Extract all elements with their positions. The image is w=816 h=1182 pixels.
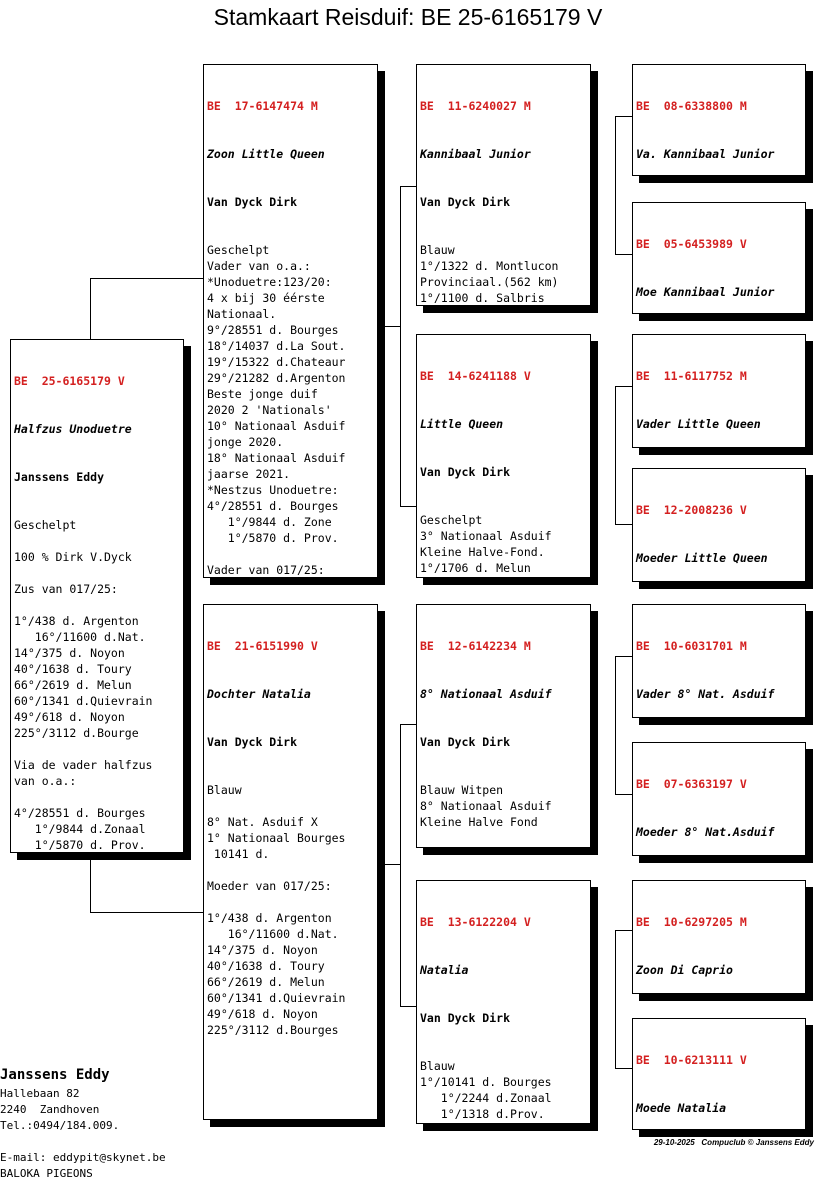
connector-line — [615, 930, 632, 931]
connector-line — [400, 1006, 416, 1007]
pigeon-info: Blauw Witpen 8° Nationaal Asduif Kleine Halve Fond — [420, 783, 552, 829]
owner-block — [0, 1035, 166, 1182]
pigeon-name: Natalia — [420, 963, 469, 977]
connector-line — [400, 724, 401, 1006]
pigeon-card-sire-sire — [416, 64, 591, 306]
pigeon-name: Little Queen — [420, 417, 504, 431]
pigeon-name: Vader 8° Nat. Asduif — [636, 687, 775, 701]
pigeon-info: Geschelpt 100 % Dirk V.Dyck Zus van 017/25: 1°/438 d. Argenton 16°/11600 d.Nat. 14°/375 d. Noyon 40°/1638 d. Toury 66°/2619 d. Melun 60°/1341 d.Quievrain 49°/618 d. Noyon 225°/3112 d.Bourge Via de vader halfzus van o.a.: 4°/28551 d. Bourges 1°/9844 d.Zonaal 1°/5870 d. Prov. — [14, 518, 153, 852]
pigeon-name: Moeder Little Queen — [636, 551, 768, 565]
pigeon-info: Geschelpt 3° Nationaal Asduif Kleine Halve-Fond. 1°/1706 d. Melun — [420, 513, 552, 575]
connector-line — [615, 656, 632, 657]
connector-line — [90, 278, 204, 279]
pigeon-card-sdd — [632, 468, 806, 582]
connector-line — [615, 656, 616, 794]
pigeon-card-sire — [203, 64, 378, 578]
owner-address-street: Hallebaan 82 — [0, 1087, 80, 1100]
connector-line — [90, 852, 91, 912]
ring-number: BE 08-6338800 M — [636, 99, 747, 113]
connector-line — [615, 386, 632, 387]
pigeon-name: Moe Kannibaal Junior — [636, 285, 775, 299]
connector-line — [378, 326, 400, 327]
owner-loft-name: BALOKA PIGEONS — [0, 1167, 93, 1180]
ring-number: BE 10-6031701 M — [636, 639, 747, 653]
owner-email: E-mail: eddypit@skynet.be — [0, 1151, 166, 1164]
connector-line — [400, 506, 416, 507]
connector-line — [400, 186, 416, 187]
connector-line — [615, 930, 616, 1068]
connector-line — [615, 524, 632, 525]
pigeon-card-dss — [632, 604, 806, 718]
pigeon-name: Moede Natalia — [636, 1101, 727, 1115]
pigeon-name: 8° Nationaal Asduif — [420, 687, 552, 701]
pigeon-name: Zoon Little Queen — [207, 147, 325, 161]
connector-line — [90, 278, 91, 340]
breeder-name: Van Dyck Dirk — [420, 195, 511, 209]
ring-number: BE 12-2008236 V — [636, 503, 747, 517]
ring-number: BE 17-6147474 M — [207, 99, 318, 113]
pigeon-name: Dochter Natalia — [207, 687, 311, 701]
connector-line — [615, 116, 616, 254]
ring-number: BE 11-6240027 M — [420, 99, 531, 113]
breeder-name: Van Dyck Dirk — [420, 465, 511, 479]
connector-line — [615, 794, 632, 795]
pigeon-card-dam — [203, 604, 378, 1120]
connector-line — [400, 186, 401, 506]
breeder-name: Janssens Eddy — [14, 470, 105, 484]
owner-name: Janssens Eddy — [0, 1067, 110, 1083]
connector-line — [378, 864, 400, 865]
breeder-name: Van Dyck Dirk — [420, 735, 511, 749]
ring-number: BE 10-6213111 V — [636, 1053, 747, 1067]
footer-credit: 29-10-2025 Compuclub © Janssens Eddy — [653, 1138, 814, 1147]
connector-line — [615, 254, 632, 255]
pigeon-card-sire-dam — [416, 334, 591, 578]
owner-phone: Tel.:0494/184.009. — [0, 1119, 120, 1132]
pigeon-info: Geschelpt Vader van o.a.: *Unoduetre:123/20: 4 x bij 30 éérste Nationaal. 9°/28551 d. Bourges 18°/14037 d.La Sout. 19°/15322 d.Chateaur 29°/21282 d.Argenton Beste jonge duif 2020 2 'Nationals' 10° Nationaal Asduif jonge 2020. 18° Nationaal Asduif jaarse 2021. *Nestzus Unoduetre: 4°/28551 d. Bourges 1°/9844 d. Zone 1°/5870 d. Prov. Vader van 017/25: — [207, 243, 346, 577]
connector-line — [615, 116, 632, 117]
pigeon-card-ssd — [632, 202, 806, 314]
pigeon-name: Zoon Di Caprio — [636, 963, 733, 977]
pigeon-card-dam-dam — [416, 880, 591, 1124]
ring-number: BE 25-6165179 V — [14, 374, 125, 388]
ring-number: BE 14-6241188 V — [420, 369, 531, 383]
pigeon-name: Kannibaal Junior — [420, 147, 531, 161]
connector-line — [90, 912, 204, 913]
pigeon-card-sds — [632, 334, 806, 448]
ring-number: BE 13-6122204 V — [420, 915, 531, 929]
pigeon-name: Moeder 8° Nat.Asduif — [636, 825, 775, 839]
connector-line — [400, 724, 416, 725]
breeder-name: Van Dyck Dirk — [207, 735, 298, 749]
ring-number: BE 10-6297205 M — [636, 915, 747, 929]
pigeon-info: Blauw 1°/10141 d. Bourges 1°/2244 d.Zonaal 1°/1318 d.Prov. — [420, 1059, 552, 1121]
ring-number: BE 05-6453989 V — [636, 237, 747, 251]
owner-address-city: 2240 Zandhoven — [0, 1103, 100, 1116]
ring-number: BE 12-6142234 M — [420, 639, 531, 653]
pigeon-info: Blauw 8° Nat. Asduif X 1° Nationaal Bourges 10141 d. Moeder van 017/25: 1°/438 d. Argenton 16°/11600 d.Nat. 14°/375 d. Noyon 40°/1638 d. Toury 66°/2619 d. Melun 60°/1341 d.Quievrain 49°/618 d. Noyon 225°/3112 d.Bourges — [207, 783, 346, 1037]
pigeon-info: Blauw 1°/1322 d. Montlucon Provinciaal.(562 km) 1°/1100 d. Salbris — [420, 243, 559, 305]
connector-line — [615, 1068, 632, 1069]
pigeon-name: Va. Kannibaal Junior — [636, 147, 775, 161]
pigeon-card-dam-sire — [416, 604, 591, 848]
ring-number: BE 11-6117752 M — [636, 369, 747, 383]
breeder-name: Van Dyck Dirk — [207, 195, 298, 209]
pigeon-card-sss — [632, 64, 806, 176]
pigeon-card-subject — [10, 339, 184, 853]
pigeon-card-ddd — [632, 1018, 806, 1130]
pigeon-name: Halfzus Unoduetre — [14, 422, 132, 436]
ring-number: BE 21-6151990 V — [207, 639, 318, 653]
connector-line — [615, 386, 616, 524]
pigeon-card-dds — [632, 880, 806, 994]
pigeon-card-dsd — [632, 742, 806, 856]
pigeon-name: Vader Little Queen — [636, 417, 761, 431]
breeder-name: Van Dyck Dirk — [420, 1011, 511, 1025]
ring-number: BE 07-6363197 V — [636, 777, 747, 791]
page-title: Stamkaart Reisduif: BE 25-6165179 V — [213, 4, 603, 30]
